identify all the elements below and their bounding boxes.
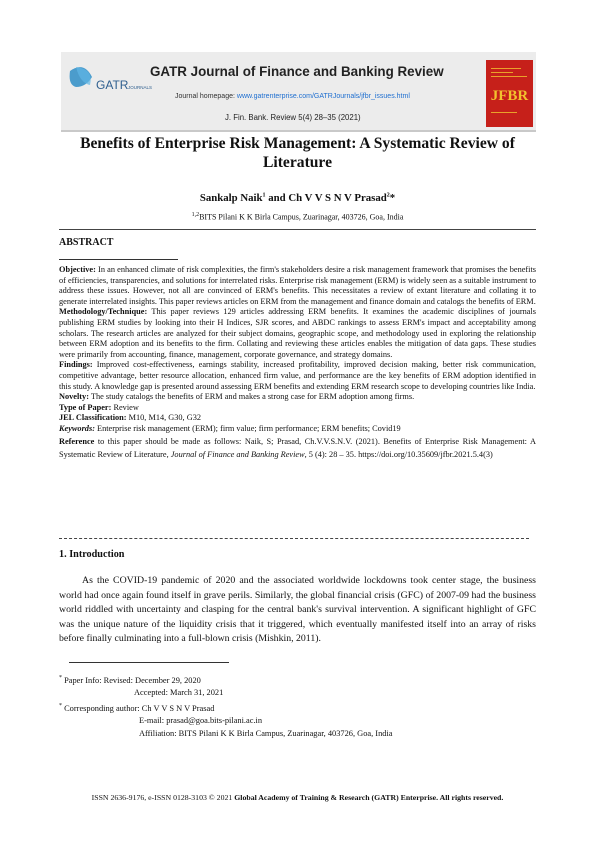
methodology-label: Methodology/Technique: <box>59 307 148 317</box>
abstract-type <box>59 403 536 414</box>
author-1: Sankalp Naik <box>199 192 263 204</box>
abstract-jel <box>59 413 536 424</box>
corresponding-text: Corresponding author: Ch V V S N V Prasad <box>62 703 215 713</box>
page-footer <box>59 793 536 802</box>
gatr-logo <box>66 63 162 105</box>
footnote-rule <box>69 662 229 663</box>
type-label: Type of Paper: <box>59 402 112 412</box>
abstract-rule <box>59 259 178 260</box>
author-connector: and <box>265 192 289 204</box>
methodology-text: This paper reviews 129 articles addressing ERM benefits. It examines the academic disciplines of journals publishing ERM studies by looking into their H Indices, SJR scores, and ABDC rankings to assess ERM's impact and acceptability among scholars. The research articles are analyzed for their subject domains, geographic scope, and methodology used in exploring the relationship between ERM adoption and its benefits to the firm. Collating and reviewing these articles enables the mitigation of data gaps. These studies were primarily from accounting, finance, management, corporate governance, and strategy domains. <box>59 307 536 359</box>
type-text: Review <box>111 402 139 412</box>
reference-text: to this paper should be made as follows: Naik, S; Prasad, Ch.V.V.S.N.V. (2021). Benefits of Enterprise Risk Management: A Systematic Review of Literature, <box>59 436 536 459</box>
jel-label: JEL Classification: <box>59 413 127 423</box>
introduction-paragraph: As the COVID-19 pandemic of 2020 and the associated worldwide lockdowns took center stage, the business world had once again found itself in grave perils. Similarly, the global financial crisis (GFC) of 2007-09 had the business world riddled with uncertainty and clasping for the central bank's survival intervention. A significant highlight of GFC was the unique nature of the liquidity crisis that it triggered, which eventually manifested itself into an array of risks before finally culminating into a full-blown crisis (Mishkin, 2011). <box>59 575 536 644</box>
corresponding-mark: * <box>389 192 396 204</box>
logo-subtext: JOURNALS <box>128 85 153 90</box>
objective-label: Objective: <box>59 265 96 274</box>
jel-text: M10, M14, G30, G32 <box>126 413 201 423</box>
footnote-paper-info <box>59 672 536 687</box>
footnote-corresponding <box>59 700 536 715</box>
author-2-sup: 2 <box>386 192 390 199</box>
abstract-novelty <box>59 392 536 403</box>
novelty-text: The study catalogs the benefits of ERM and makes a strong case for ERM adoption among firms. <box>88 392 415 402</box>
footnote-mark: * <box>59 675 62 681</box>
journal-cover-thumbnail <box>486 60 533 127</box>
keywords-text: Enterprise risk management (ERM); firm value; firm performance; ERM benefits; Covid19 <box>94 423 401 433</box>
journal-name: GATR Journal of Finance and Banking Review <box>150 64 444 79</box>
author-1-sup: 1 <box>262 192 266 199</box>
footnote-mark: * <box>59 702 62 709</box>
abstract-reference <box>59 435 536 461</box>
header-divider <box>59 229 536 230</box>
reference-journal: Journal of Finance and Banking Review <box>170 449 305 459</box>
footnotes <box>59 672 536 741</box>
reference-label: Reference <box>59 436 95 446</box>
journal-homepage <box>175 93 410 100</box>
paper-info-text: Paper Info: Revised: December 29, 2020 <box>62 675 201 685</box>
author-2: Ch V V S N V Prasad <box>288 192 387 204</box>
novelty-label: Novelty: <box>59 392 89 402</box>
footnote-email[interactable]: E-mail: prasad@goa.bits-pilani.ac.in <box>139 716 263 726</box>
cover-title: JFBR <box>490 88 529 104</box>
abstract-findings <box>59 360 536 392</box>
author-affiliation <box>60 212 535 222</box>
homepage-link[interactable]: www.gatrenterprise.com/GATRJournals/jfbr_issues.html <box>236 93 410 100</box>
section-heading-introduction: 1. Introduction <box>59 549 125 560</box>
findings-text: Improved cost-effectiveness, earnings stability, increased profitability, improved decision making, better risk communication, competitive advantage, better resource allocation, enhanced firm value, and performance are the key benefits of ERM adoption identified in this study. A knowledge gap is presented around assessing ERM benefits and extending ERM research scope to developing countries like India. <box>59 360 536 391</box>
findings-label: Findings: <box>59 360 93 370</box>
issn-text: ISSN 2636-9176, e-ISSN 0128-3103 © 2021 <box>91 793 235 802</box>
abstract-objective <box>59 265 536 307</box>
keywords-label: Keywords: <box>59 423 95 433</box>
footnote-affiliation: Affiliation: BITS Pilani K K Birla Campus, Zuarinagar, 403726, Goa, India <box>139 728 393 738</box>
abstract-end-rule <box>59 538 529 540</box>
abstract-heading: ABSTRACT <box>59 237 114 248</box>
reference-doi[interactable]: , 5 (4): 28 – 35. https://doi.org/10.35609/jfbr.2021.5.4(3) <box>304 449 493 459</box>
author-line <box>60 192 535 204</box>
affiliation-sup: 1,2 <box>191 212 200 218</box>
homepage-label: Journal homepage: <box>175 93 237 100</box>
publisher-text: Global Academy of Training & Research (GATR) Enterprise. All rights reserved. <box>234 793 504 802</box>
abstract-keywords <box>59 424 536 435</box>
paper-title: Benefits of Enterprise Risk Management: A Systematic Review of Literature <box>80 135 515 171</box>
affiliation-text: BITS Pilani K K Birla Campus, Zuarinagar, 403726, Goa, India <box>199 212 404 222</box>
abstract-body <box>59 265 536 461</box>
footnote-accepted: Accepted: March 31, 2021 <box>134 688 224 698</box>
journal-citation: J. Fin. Bank. Review 5(4) 28–35 (2021) <box>225 113 361 122</box>
logo-text: GATR <box>96 78 129 92</box>
abstract-methodology <box>59 307 536 360</box>
objective-text: In an enhanced climate of risk complexities, the firm's stakeholders desire a risk management framework that promises the benefits of efficiencies, transparencies, and solutions for interrelated risks. Enterprise risk management (ERM) is widely seen as a suitable instrument to address these issues. However, not all are convinced of ERM's benefits. This necessitates a review of extant literature and collating it to generate interrelated insights. This paper reviews articles on ERM from the management and finance domain and catalogs the benefits of ERM. <box>59 265 536 306</box>
